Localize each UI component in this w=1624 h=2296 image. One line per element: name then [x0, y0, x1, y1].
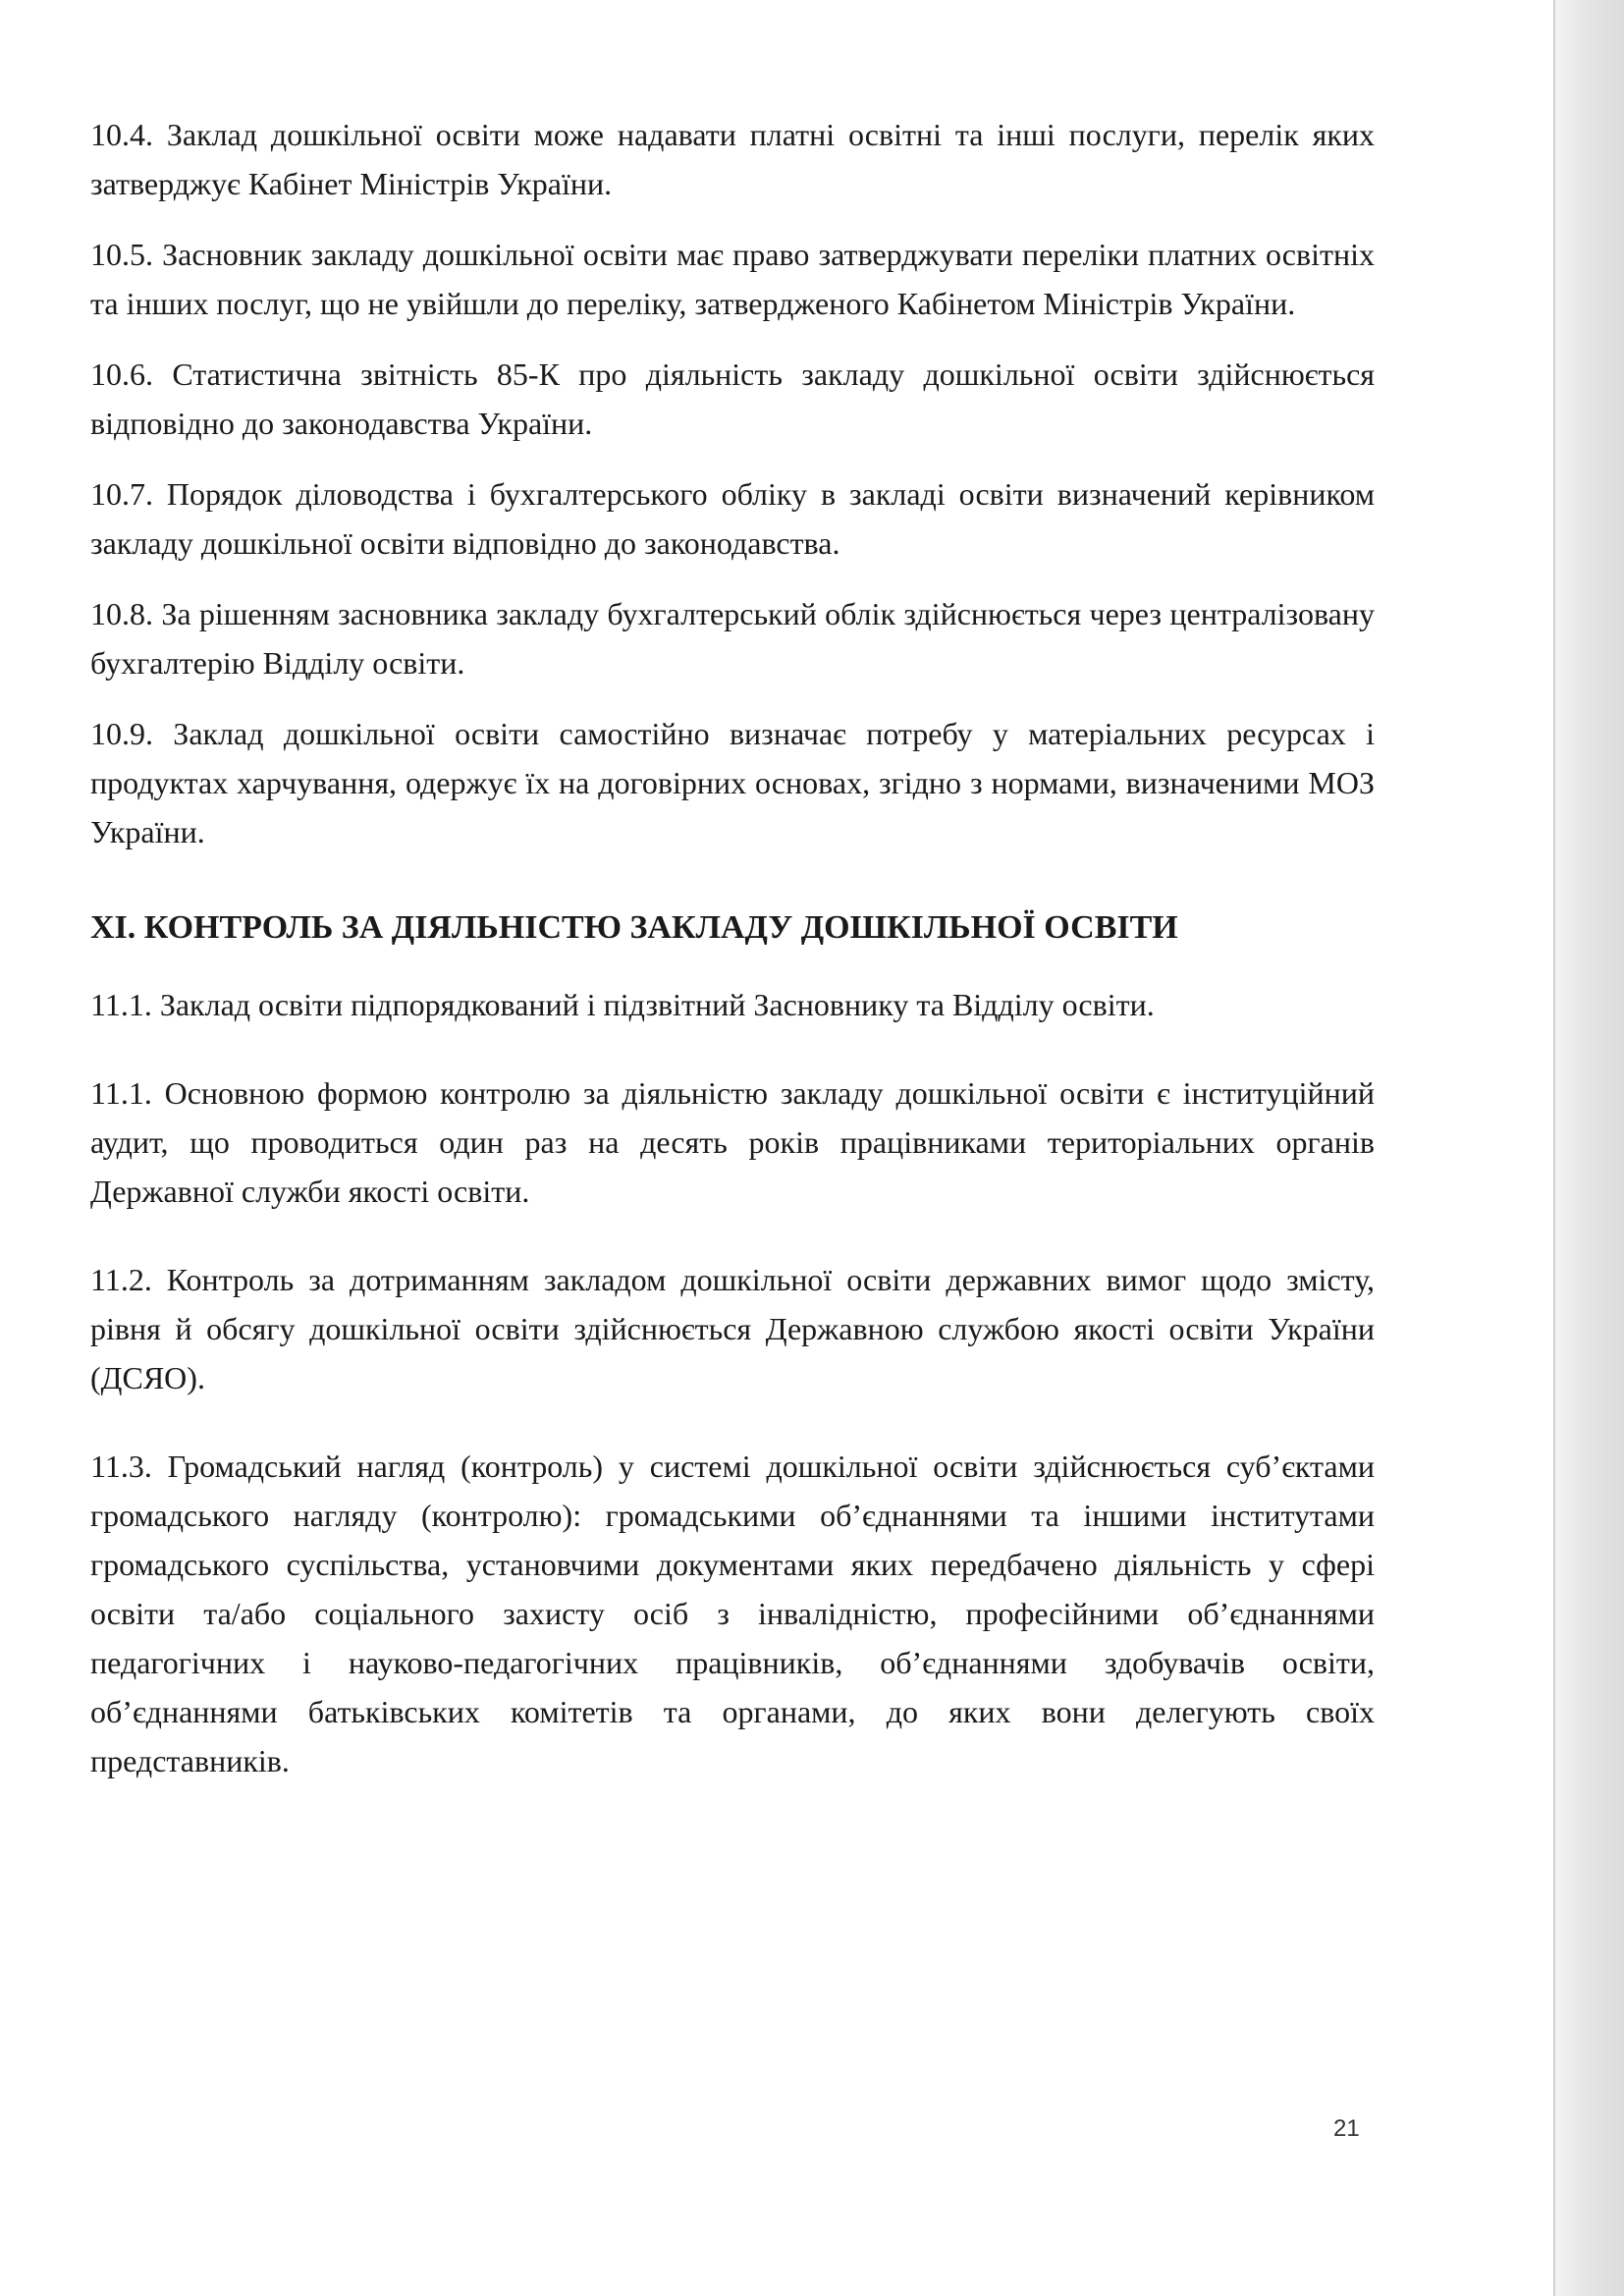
paragraph-10-5: 10.5. Засновник закладу дошкільної освіти має право затверджувати переліки платних освітніх та інших послуг, що не увійшли до переліку, затвердженого Кабінетом Міністрів України.	[90, 237, 1375, 321]
paragraph-11-1b: 11.1. Основною формою контролю за діяльністю закладу дошкільної освіти є інституційний аудит, що проводиться один раз на десять років працівниками територіальних органів Державної служби якості освіти.	[90, 1075, 1375, 1209]
paragraph-10-8: 10.8. За рішенням засновника закладу бухгалтерський облік здійснюється через централізовану бухгалтерію Відділу освіти.	[90, 596, 1375, 681]
page-edge-shadow	[1553, 0, 1624, 2296]
paragraph-10-4: 10.4. Заклад дошкільної освіти може надавати платні освітні та інші послуги, перелік яких затверджує Кабінет Міністрів України.	[90, 117, 1375, 201]
paragraph-11-2: 11.2. Контроль за дотриманням закладом дошкільної освіти державних вимог щодо змісту, рівня й обсягу дошкільної освіти здійснюється Державною службою якості освіти України (ДСЯО).	[90, 1262, 1375, 1395]
paragraph-11-3: 11.3. Громадський нагляд (контроль) у системі дошкільної освіти здійснюється суб’єктами громадського нагляду (контролю): громадськими об’єднаннями та іншими інститутами громадського суспільства, установчими документами яких передбачено діяльність у сфері освіти та/або соціального захисту осіб з інвалідністю, професійними об’єднаннями педагогічних і науково-педагогічних працівників, об’єднаннями здобувачів освіти, об’єднаннями батьківських комітетів та органами, до яких вони делегують своїх представників.	[90, 1449, 1375, 1778]
paragraph-11-1a: 11.1. Заклад освіти підпорядкований і підзвітний Засновнику та Відділу освіти.	[90, 987, 1155, 1022]
paragraph-10-7: 10.7. Порядок діловодства і бухгалтерського обліку в закладі освіти визначений керівником закладу дошкільної освіти відповідно до законодавства.	[90, 476, 1375, 561]
section-heading: XI. КОНТРОЛЬ ЗА ДІЯЛЬНІСТЮ ЗАКЛАДУ ДОШКІЛЬНОЇ ОСВІТИ	[90, 909, 1178, 946]
paragraph-10-9: 10.9. Заклад дошкільної освіти самостійно визначає потребу у матеріальних ресурсах і продуктах харчування, одержує їх на договірних основах, згідно з нормами, визначеними МОЗ України.	[90, 716, 1375, 849]
document-body	[90, 110, 1375, 1807]
page-number: 21	[1333, 2115, 1360, 2142]
paragraph-10-6: 10.6. Статистична звітність 85-К про діяльність закладу дошкільної освіти здійснюється відповідно до законодавства України.	[90, 356, 1375, 441]
